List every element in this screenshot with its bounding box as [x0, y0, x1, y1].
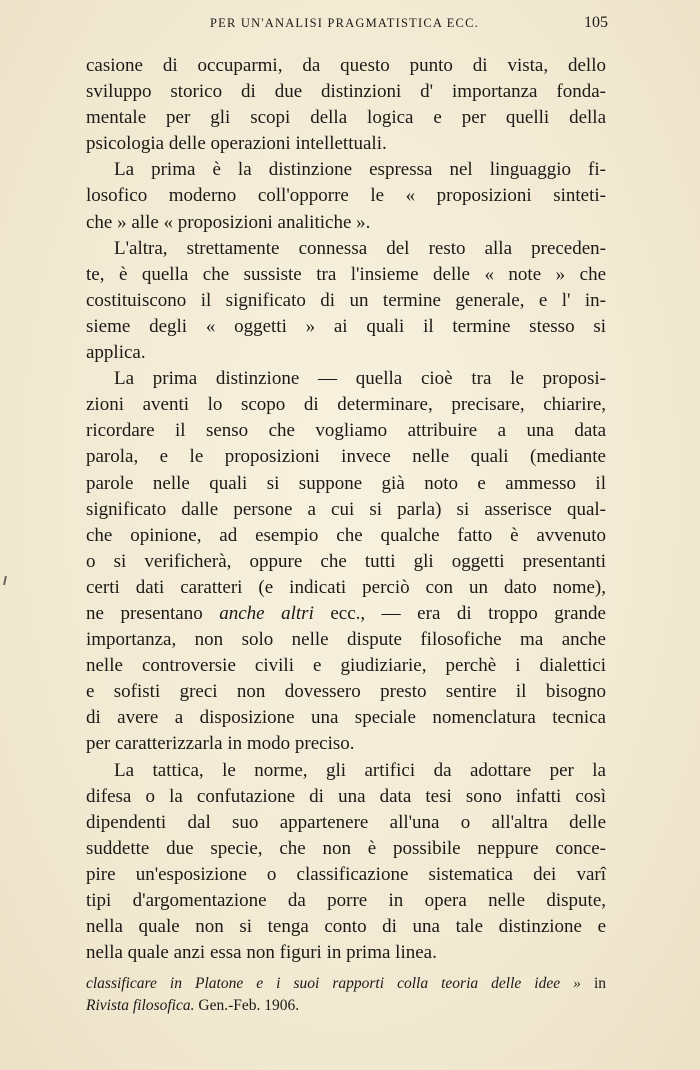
- footnote-text: Gen.-Feb. 1906.: [194, 997, 300, 1014]
- footnote-text: in: [580, 975, 606, 992]
- paragraph: [86, 157, 606, 235]
- text-line: certi dati caratteri (e indicati perciò con un dato nome),: [86, 576, 606, 598]
- text-line: La prima distinzione — quella cioè tra le proposi-: [114, 368, 606, 390]
- main-text: [86, 53, 606, 966]
- paragraph: [86, 758, 606, 967]
- text-line: casione di occuparmi, da questo punto di vista, dello: [86, 55, 606, 76]
- text-line: costituiscono il significato di un termine generale, e l' in-: [86, 289, 606, 311]
- running-title: PER UN'ANALISI PRAGMATISTICA ECC.: [210, 16, 479, 30]
- text-line: o si verificherà, oppure che tutti gli oggetti presentanti: [86, 550, 606, 572]
- text-line: parola, e le proposizioni invece nelle quali (mediante: [86, 446, 606, 468]
- text-line: parole nelle quali si suppone già noto e ammesso il: [86, 472, 606, 494]
- text-line: significato dalle persone a cui si parla) si asserisce qual-: [86, 498, 606, 520]
- text-line: che » alle « proposizioni analitiche ».: [86, 211, 371, 233]
- paragraph: [86, 53, 606, 157]
- text-line: zioni aventi lo scopo di determinare, precisare, chiarire,: [86, 394, 606, 416]
- text-line: che opinione, ad esempio che qualche fatto è avvenuto: [86, 524, 606, 546]
- text-line: nella quale anzi essa non figuri in prima linea.: [86, 942, 437, 964]
- emphasis: anche altri: [219, 602, 314, 624]
- margin-pencil-mark: [3, 576, 7, 585]
- text-line: nelle controversie civili e giudiziarie, perchè i dialettici: [86, 655, 606, 677]
- footnote-line: [86, 973, 606, 995]
- text-line: tipi d'argomentazione da porre in opera nelle dispute,: [86, 890, 606, 911]
- text-line: applica.: [86, 342, 146, 364]
- text-line: difesa o la confutazione di una data tesi sono infatti così: [86, 785, 606, 807]
- running-header: [0, 14, 700, 38]
- text-line: dipendenti dal suo appartenere all'una o all'altra delle: [86, 811, 606, 833]
- text-line: L'altra, strettamente connessa del resto alla preceden-: [114, 237, 606, 259]
- text-line: te, è quella che sussiste tra l'insieme delle « note » che: [86, 263, 606, 285]
- text-line: psicologia delle operazioni intellettuali.: [86, 133, 387, 155]
- text-line: pire un'esposizione o classificazione sistematica dei varî: [86, 863, 606, 885]
- footnote-line: [86, 995, 606, 1017]
- text-line: ricordare il senso che vogliamo attribuire a una data: [86, 420, 606, 442]
- text-line: losofico moderno coll'opporre le « proposizioni sinteti-: [86, 185, 606, 207]
- text-line: sieme degli « oggetti » ai quali il termine stesso si: [86, 315, 606, 337]
- page-number: 105: [584, 14, 608, 31]
- footnote: [86, 973, 606, 1017]
- text-line: sviluppo storico di due distinzioni d' importanza fonda-: [86, 81, 606, 103]
- paragraph: [86, 366, 606, 757]
- text-line: ne presentano anche altri ecc., — era di troppo grande: [86, 602, 606, 624]
- text-line: La prima è la distinzione espressa nel linguaggio fi-: [114, 159, 606, 181]
- text-line: La tattica, le norme, gli artifici da adottare per la: [114, 759, 606, 781]
- text-line: mentale per gli scopi della logica e per quelli della: [86, 107, 606, 129]
- text-line: di avere a disposizione una speciale nomenclatura tecnica: [86, 707, 606, 729]
- text-line: e sofisti greci non dovessero presto sentire il bisogno: [86, 681, 606, 703]
- text-line: per caratterizzarla in modo preciso.: [86, 733, 355, 755]
- text-line: nella quale non si tenga conto di una tale distinzione e: [86, 916, 606, 938]
- footnote-italic: Rivista filosofica.: [86, 997, 195, 1014]
- footnote-italic: classificare in Platone e i suoi rapporti colla teoria delle idee »: [86, 975, 581, 992]
- paragraph: [86, 236, 606, 366]
- text-line: importanza, non solo nelle dispute filosofiche ma anche: [86, 629, 606, 651]
- text-line: suddette due specie, che non è possibile neppure conce-: [86, 837, 606, 859]
